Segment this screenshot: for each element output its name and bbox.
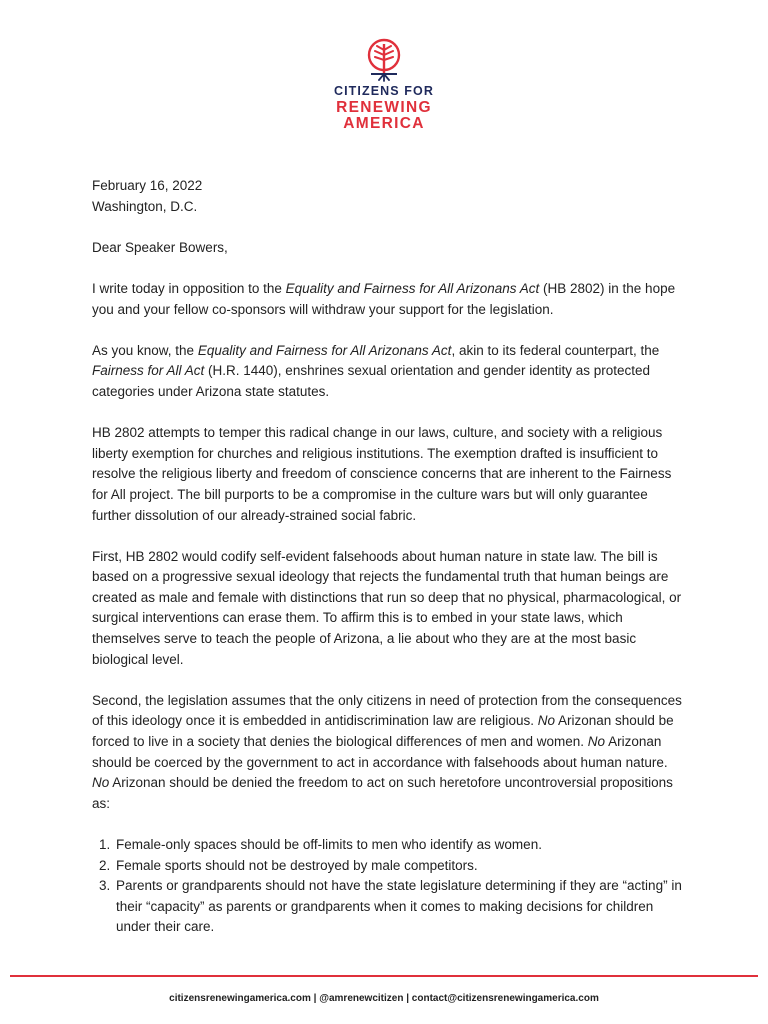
p1-text-a: I write today in opposition to the — [92, 280, 286, 296]
list-item: 1. Female-only spaces should be off-limits to men who identify as women. — [114, 835, 682, 856]
footer-contact: citizensrenewingamerica.com | @amrenewcitizen | contact@citizensrenewingamerica.com — [169, 993, 599, 1004]
footer-divider — [10, 975, 758, 977]
paragraph-3: HB 2802 attempts to temper this radical change in our laws, culture, and society with a religious liberty exemption for churches and religious institutions. The exemption drafted is insufficient to resolve the religious liberty and freedom of conscience concerns that are inherent to the Fairness for All project. The bill purports to be a compromise in the culture wars but will only guarantee further dissolution of our already-strained social fabric. — [92, 425, 672, 523]
logo — [0, 38, 768, 132]
salutation: Dear Speaker Bowers, — [92, 239, 228, 255]
act-title: Equality and Fairness for All Arizonans Act — [285, 280, 540, 296]
letter-body — [92, 176, 682, 938]
emphasis-no: No — [587, 734, 606, 750]
p2-text-e: (H.R. 1440), enshrines sexual orientation and gender identity as protected categories under Arizona state statutes. — [92, 363, 651, 399]
paragraph-5 — [92, 691, 682, 815]
letter-place: Washington, D.C. — [92, 198, 198, 214]
logo-text-citizens-for: CITIZENS FOR — [333, 84, 434, 98]
p5-text-c: Arizonan should be coerced by the government to act in accordance with falsehoods about human nature. — [92, 734, 668, 770]
logo-text-america: AMERICA — [343, 115, 425, 132]
p5-text-a: Second, the legislation assumes that the only citizens in need of protection from the consequences of this ideology once it is embedded in antidiscrimination law are religious. — [92, 692, 682, 729]
propositions-list — [92, 835, 682, 938]
paragraph-1 — [92, 279, 682, 320]
paragraph-4: First, HB 2802 would codify self-evident falsehoods about human nature in state law. The bill is based on a progressive sexual ideology that rejects the fundamental truth that human beings are created as male and female with distinctions that run so deep that no physical, pharmacological, or surgical interventions can erase them. To affirm this is to embed in your state laws, which themselves serve to teach the people of Arizona, a lie about who they are at the most basic biological level. — [92, 548, 682, 667]
p5-text-d: Arizonan should be denied the freedom to act on such heretofore uncontroversial propositions as: — [92, 775, 673, 811]
p5-text-b: Arizonan should be forced to live in a society that denies the biological differences of men and women. — [92, 713, 674, 750]
act-title: Equality and Fairness for All Arizonans Act — [197, 342, 452, 358]
date-block — [92, 176, 682, 217]
tree-in-circle-icon — [364, 38, 404, 82]
logo-text-renewing: RENEWING — [336, 98, 432, 116]
p1-text-c: (HB 2802) in the hope you and your fellow co-sponsors will withdraw your support for the legislation. — [92, 280, 676, 317]
list-item: 2. Female sports should not be destroyed by male competitors. — [114, 856, 682, 877]
emphasis-no: No — [537, 713, 556, 729]
p2-text-a: As you know, the — [92, 342, 198, 358]
emphasis-no: No — [92, 775, 110, 791]
letter-date: February 16, 2022 — [92, 178, 203, 193]
paragraph-2 — [92, 341, 682, 403]
p2-text-c: , akin to its federal counterpart, the — [451, 342, 660, 358]
list-item: 3. Parents or grandparents should not have the state legislature determining if they are “acting” in their “capacity” as parents or grandparents when it comes to making decisions for children under their care. — [114, 876, 682, 938]
federal-act-title: Fairness for All Act — [92, 363, 205, 379]
